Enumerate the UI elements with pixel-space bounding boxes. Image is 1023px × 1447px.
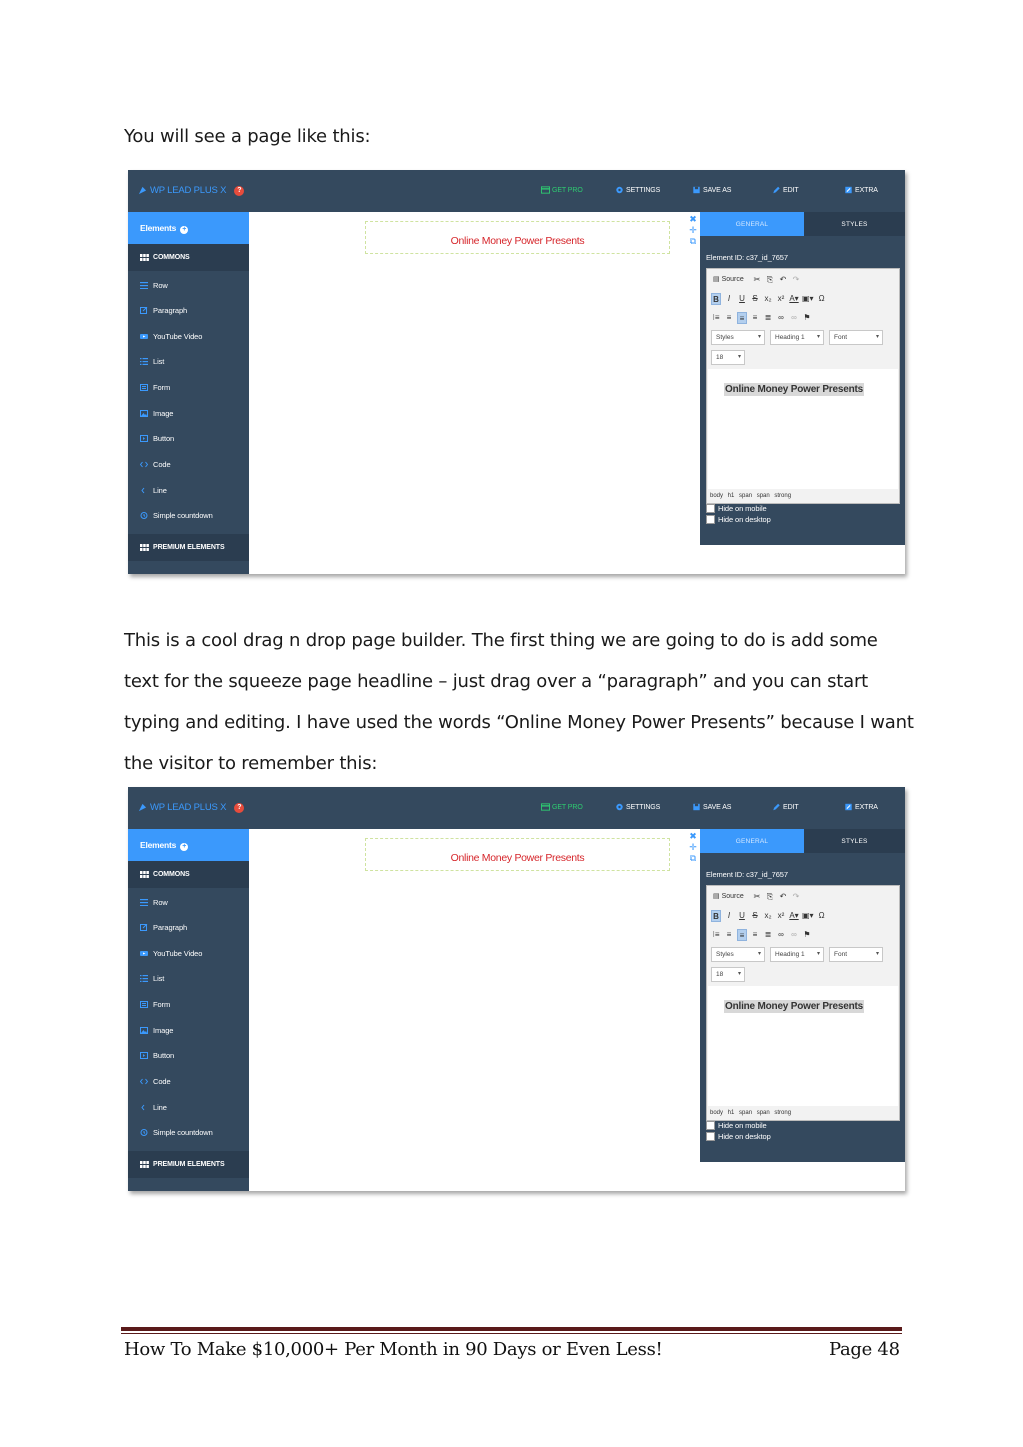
floppy-icon <box>692 186 701 194</box>
settings-button[interactable] <box>615 803 660 811</box>
hide-desktop-checkbox[interactable] <box>706 1132 715 1141</box>
sidebar-item-label: Line <box>153 486 167 495</box>
panel-tabs <box>700 212 905 236</box>
hide-desktop-label: Hide on desktop <box>718 1132 771 1141</box>
gear-icon <box>615 186 624 194</box>
unlink-icon[interactable]: ∞ <box>791 312 797 322</box>
edit-square-icon <box>140 924 148 931</box>
help-icon[interactable]: ? <box>234 186 244 196</box>
styles-dropdown[interactable]: Styles ▾ <box>711 330 765 345</box>
sidebar-item-image[interactable] <box>140 1026 173 1035</box>
code-icon <box>140 1078 148 1085</box>
bars-icon <box>140 282 148 289</box>
page-canvas[interactable] <box>249 212 699 574</box>
image-icon <box>140 1027 148 1034</box>
numbered-list-icon[interactable]: ⁝≡ <box>712 312 720 322</box>
hide-mobile-checkbox[interactable] <box>706 504 715 513</box>
app-name: WP LEAD PLUS X <box>150 802 227 813</box>
tab-styles[interactable]: STYLES <box>804 829 905 853</box>
clock-icon <box>140 1129 148 1136</box>
youtube-icon <box>140 333 148 340</box>
size-dropdown[interactable]: 18 ▾ <box>711 350 745 365</box>
leaf-icon <box>138 186 147 195</box>
external-link-icon <box>844 803 853 811</box>
form-icon <box>140 384 148 391</box>
extra-button[interactable] <box>844 186 878 194</box>
button-icon <box>140 1052 148 1059</box>
sidebar-item-row[interactable] <box>140 281 168 290</box>
elements-label: Elements <box>140 840 177 850</box>
editor-content-area[interactable] <box>708 986 898 1106</box>
hide-desktop-checkbox[interactable] <box>706 515 715 524</box>
sidebar-item-paragraph[interactable] <box>140 923 187 932</box>
elements-label: Elements <box>140 223 177 233</box>
commons-group-header[interactable] <box>128 244 249 271</box>
list-icon <box>140 975 148 982</box>
body-text: This is a cool drag n drop page builder. The first thing we are going to do is add some text for the squeeze page headline – just drag over a “paragraph” and you can start typing and editing. I have used the words “Online Money Power Presents” because I want the visitor to remember this: <box>124 630 914 774</box>
align-left-icon[interactable]: ≡ <box>726 929 732 939</box>
copy-icon[interactable]: ⎘ <box>766 274 774 284</box>
sidebar-item-button[interactable] <box>140 434 174 443</box>
save-as-button[interactable] <box>692 803 731 811</box>
strikethrough-icon[interactable]: S <box>752 910 758 920</box>
sidebar-item-label: Image <box>153 409 174 418</box>
elements-header[interactable] <box>128 212 249 244</box>
page-canvas[interactable] <box>249 829 699 1191</box>
sidebar-item-label: Row <box>153 281 168 290</box>
sidebar-item-label: Line <box>153 1103 167 1112</box>
sidebar-item-row[interactable] <box>140 898 168 907</box>
editor-content-text[interactable]: Online Money Power Presents <box>725 1001 863 1012</box>
floppy-icon <box>692 803 701 811</box>
sidebar-item-button[interactable] <box>140 1051 174 1060</box>
align-right-icon[interactable]: ≡ <box>752 312 758 322</box>
align-right-icon[interactable]: ≡ <box>752 929 758 939</box>
list-icon <box>140 358 148 365</box>
flag-icon[interactable]: ⚑ <box>803 312 811 322</box>
font-dropdown[interactable]: Font ▾ <box>829 330 883 345</box>
credit-card-icon <box>541 803 550 811</box>
hide-mobile-label: Hide on mobile <box>718 1121 767 1130</box>
subscript-icon[interactable]: x₂ <box>764 910 772 920</box>
get-pro-label: GET PRO <box>552 186 583 194</box>
pencil-icon <box>772 186 781 194</box>
code-icon <box>140 461 148 468</box>
sidebar-item-label: Simple countdown <box>153 511 213 520</box>
get-pro-button[interactable] <box>541 186 583 194</box>
tab-styles[interactable]: STYLES <box>804 212 905 236</box>
sidebar-item-list[interactable] <box>140 357 164 366</box>
italic-icon[interactable]: I <box>727 910 731 920</box>
rich-text-editor <box>706 885 900 1121</box>
editor-toolbar-row <box>711 928 815 941</box>
premium-label: PREMIUM ELEMENTS <box>153 544 225 551</box>
headline-paragraph[interactable]: Online Money Power Presents <box>365 838 670 871</box>
settings-button[interactable] <box>615 186 660 194</box>
premium-group-header[interactable] <box>128 534 249 561</box>
app-logo <box>138 802 244 813</box>
size-dropdown[interactable]: 18 ▾ <box>711 967 745 982</box>
sidebar-item-label: Code <box>153 1077 171 1086</box>
clock-icon <box>140 512 148 519</box>
font-dropdown[interactable]: Font ▾ <box>829 947 883 962</box>
rich-text-editor <box>706 268 900 504</box>
hide-desktop-label: Hide on desktop <box>718 515 771 524</box>
underline-icon[interactable]: U <box>739 910 745 920</box>
plus-icon[interactable]: + <box>180 226 188 234</box>
close-icon[interactable]: ✖ <box>689 214 697 224</box>
builder-screenshot-2 <box>128 787 905 1191</box>
subscript-icon[interactable]: x₂ <box>764 293 772 303</box>
close-icon[interactable]: ✖ <box>689 831 697 841</box>
link-icon[interactable]: ∞ <box>778 312 784 322</box>
format-dropdown[interactable]: Heading 1 ▾ <box>770 947 824 962</box>
builder-screenshot-1 <box>128 170 905 574</box>
edit-label: EDIT <box>783 803 799 811</box>
footer-title: How To Make $10,000+ Per Month in 90 Days or Even Less! <box>124 1339 663 1360</box>
sidebar-item-label: Paragraph <box>153 306 188 315</box>
sidebar-item-simple-countdown[interactable] <box>140 511 213 520</box>
tab-general[interactable]: GENERAL <box>700 829 804 853</box>
elements-header[interactable] <box>128 829 249 861</box>
sidebar-item-form[interactable] <box>140 1000 170 1009</box>
commons-label: COMMONS <box>153 871 190 878</box>
grid-icon <box>140 254 149 261</box>
element-path-bar: body h1 span span strong <box>710 493 792 499</box>
source-button[interactable]: ▤ Source <box>713 275 744 283</box>
editor-dropdown-row <box>711 947 888 962</box>
premium-label: PREMIUM ELEMENTS <box>153 1161 225 1168</box>
get-pro-label: GET PRO <box>552 803 583 811</box>
source-label: Source <box>721 275 744 283</box>
sidebar-item-label: Image <box>153 1026 174 1035</box>
align-center-icon[interactable]: ≡ <box>737 929 747 941</box>
copy-icon[interactable]: ⎘ <box>766 891 774 901</box>
headline-paragraph[interactable]: Online Money Power Presents <box>365 221 670 254</box>
properties-panel <box>700 829 905 1162</box>
save-as-label: SAVE AS <box>703 186 732 194</box>
redo-icon[interactable]: ↷ <box>792 274 800 284</box>
source-button[interactable]: ▤ Source <box>713 892 744 900</box>
page-number: Page 48 <box>829 1339 900 1360</box>
sidebar-item-label: Form <box>153 383 171 392</box>
justify-icon[interactable]: ≣ <box>764 312 772 322</box>
sidebar-item-youtube-video[interactable] <box>140 949 202 958</box>
builder-topbar <box>128 170 905 212</box>
editor-toolbar-row <box>711 273 804 286</box>
sidebar-item-paragraph[interactable] <box>140 306 187 315</box>
clone-icon[interactable]: ⧉ <box>689 236 697 246</box>
editor-toolbar-row <box>711 909 830 922</box>
cut-icon[interactable]: ✂ <box>753 891 761 901</box>
extra-label: EXTRA <box>855 186 878 194</box>
plus-icon[interactable]: + <box>180 843 188 851</box>
edit-button[interactable] <box>772 186 799 194</box>
editor-content-text[interactable]: Online Money Power Presents <box>725 384 863 395</box>
element-controls <box>688 831 698 864</box>
element-id: Element ID: c37_id_7657 <box>706 870 788 879</box>
hide-mobile-label: Hide on mobile <box>718 504 767 513</box>
bold-icon[interactable]: B <box>711 293 721 305</box>
move-icon[interactable]: ✛ <box>689 842 697 852</box>
align-center-icon[interactable]: ≡ <box>737 312 747 324</box>
superscript-icon[interactable]: x² <box>777 293 785 303</box>
elements-sidebar <box>128 829 249 1191</box>
bg-color-icon[interactable]: ▣▾ <box>802 910 814 920</box>
sidebar-item-label: List <box>153 974 165 983</box>
edit-label: EDIT <box>783 186 799 194</box>
editor-toolbar-row <box>711 311 815 324</box>
button-icon <box>140 435 148 442</box>
builder-topbar <box>128 787 905 829</box>
sidebar-item-youtube-video[interactable] <box>140 332 202 341</box>
cut-icon[interactable]: ✂ <box>753 274 761 284</box>
tab-general[interactable]: GENERAL <box>700 212 804 236</box>
app-logo <box>138 185 244 196</box>
gear-icon <box>615 803 624 811</box>
bold-icon[interactable]: B <box>711 910 721 922</box>
numbered-list-icon[interactable]: ⁝≡ <box>712 929 720 939</box>
styles-dropdown[interactable]: Styles ▾ <box>711 947 765 962</box>
footer-rule-thin <box>121 1333 902 1334</box>
sidebar-item-label: Paragraph <box>153 923 188 932</box>
sidebar-item-label: YouTube Video <box>153 332 203 341</box>
hide-desktop-option[interactable] <box>706 515 771 524</box>
special-char-icon[interactable]: Ω <box>818 293 825 303</box>
text-color-icon[interactable]: A▾ <box>789 910 799 920</box>
sidebar-item-label: Button <box>153 1051 175 1060</box>
extra-button[interactable] <box>844 803 878 811</box>
text-color-icon[interactable]: A▾ <box>789 293 799 303</box>
hide-mobile-checkbox[interactable] <box>706 1121 715 1130</box>
sidebar-item-image[interactable] <box>140 409 173 418</box>
italic-icon[interactable]: I <box>727 293 731 303</box>
sidebar-item-label: Row <box>153 898 168 907</box>
sidebar-item-simple-countdown[interactable] <box>140 1128 213 1137</box>
commons-group-header[interactable] <box>128 861 249 888</box>
clone-icon[interactable]: ⧉ <box>689 853 697 863</box>
hide-mobile-option[interactable] <box>706 1121 767 1130</box>
align-left-icon[interactable]: ≡ <box>726 312 732 322</box>
app-name: WP LEAD PLUS X <box>150 185 227 196</box>
commons-label: COMMONS <box>153 254 190 261</box>
settings-label: SETTINGS <box>626 186 661 194</box>
intro-text: You will see a page like this: <box>124 126 371 147</box>
sidebar-item-line[interactable] <box>140 1103 167 1112</box>
chevron-left-icon <box>140 487 148 494</box>
sidebar-item-label: Form <box>153 1000 171 1009</box>
undo-icon[interactable]: ↶ <box>779 891 787 901</box>
bars-icon <box>140 899 148 906</box>
sidebar-item-code[interactable] <box>140 460 171 469</box>
element-id: Element ID: c37_id_7657 <box>706 253 788 262</box>
sidebar-item-line[interactable] <box>140 486 167 495</box>
form-icon <box>140 1001 148 1008</box>
editor-toolbar-row <box>711 890 804 903</box>
footer-rule-thick <box>121 1327 902 1331</box>
hide-desktop-option[interactable] <box>706 1132 771 1141</box>
grid-icon <box>140 544 149 551</box>
redo-icon[interactable]: ↷ <box>792 891 800 901</box>
bg-color-icon[interactable]: ▣▾ <box>802 293 814 303</box>
element-path-bar: body h1 span span strong <box>710 1110 792 1116</box>
leaf-icon <box>138 803 147 812</box>
editor-dropdown-row <box>711 330 888 345</box>
get-pro-button[interactable] <box>541 803 583 811</box>
underline-icon[interactable]: U <box>739 293 745 303</box>
save-as-button[interactable] <box>692 186 731 194</box>
unlink-icon[interactable]: ∞ <box>791 929 797 939</box>
editor-toolbar-row <box>711 292 830 305</box>
pencil-icon <box>772 803 781 811</box>
chevron-left-icon <box>140 1104 148 1111</box>
external-link-icon <box>844 186 853 194</box>
grid-icon <box>140 1161 149 1168</box>
elements-sidebar <box>128 212 249 574</box>
format-dropdown[interactable]: Heading 1 ▾ <box>770 330 824 345</box>
extra-label: EXTRA <box>855 803 878 811</box>
properties-panel <box>700 212 905 545</box>
panel-tabs <box>700 829 905 853</box>
flag-icon[interactable]: ⚑ <box>803 929 811 939</box>
superscript-icon[interactable]: x² <box>777 910 785 920</box>
sidebar-item-form[interactable] <box>140 383 170 392</box>
premium-group-header[interactable] <box>128 1151 249 1178</box>
move-icon[interactable]: ✛ <box>689 225 697 235</box>
editor-content-area[interactable] <box>708 369 898 489</box>
sidebar-item-code[interactable] <box>140 1077 171 1086</box>
save-as-label: SAVE AS <box>703 803 732 811</box>
sidebar-item-label: List <box>153 357 165 366</box>
youtube-icon <box>140 950 148 957</box>
undo-icon[interactable]: ↶ <box>779 274 787 284</box>
edit-square-icon <box>140 307 148 314</box>
strikethrough-icon[interactable]: S <box>752 293 758 303</box>
justify-icon[interactable]: ≣ <box>764 929 772 939</box>
source-label: Source <box>721 892 744 900</box>
sidebar-item-list[interactable] <box>140 974 164 983</box>
settings-label: SETTINGS <box>626 803 661 811</box>
credit-card-icon <box>541 186 550 194</box>
element-controls <box>688 214 698 247</box>
sidebar-item-label: Simple countdown <box>153 1128 213 1137</box>
link-icon[interactable]: ∞ <box>778 929 784 939</box>
sidebar-item-label: Code <box>153 460 171 469</box>
help-icon[interactable]: ? <box>234 803 244 813</box>
special-char-icon[interactable]: Ω <box>818 910 825 920</box>
hide-mobile-option[interactable] <box>706 504 767 513</box>
edit-button[interactable] <box>772 803 799 811</box>
sidebar-item-label: Button <box>153 434 175 443</box>
sidebar-item-label: YouTube Video <box>153 949 203 958</box>
grid-icon <box>140 871 149 878</box>
image-icon <box>140 410 148 417</box>
